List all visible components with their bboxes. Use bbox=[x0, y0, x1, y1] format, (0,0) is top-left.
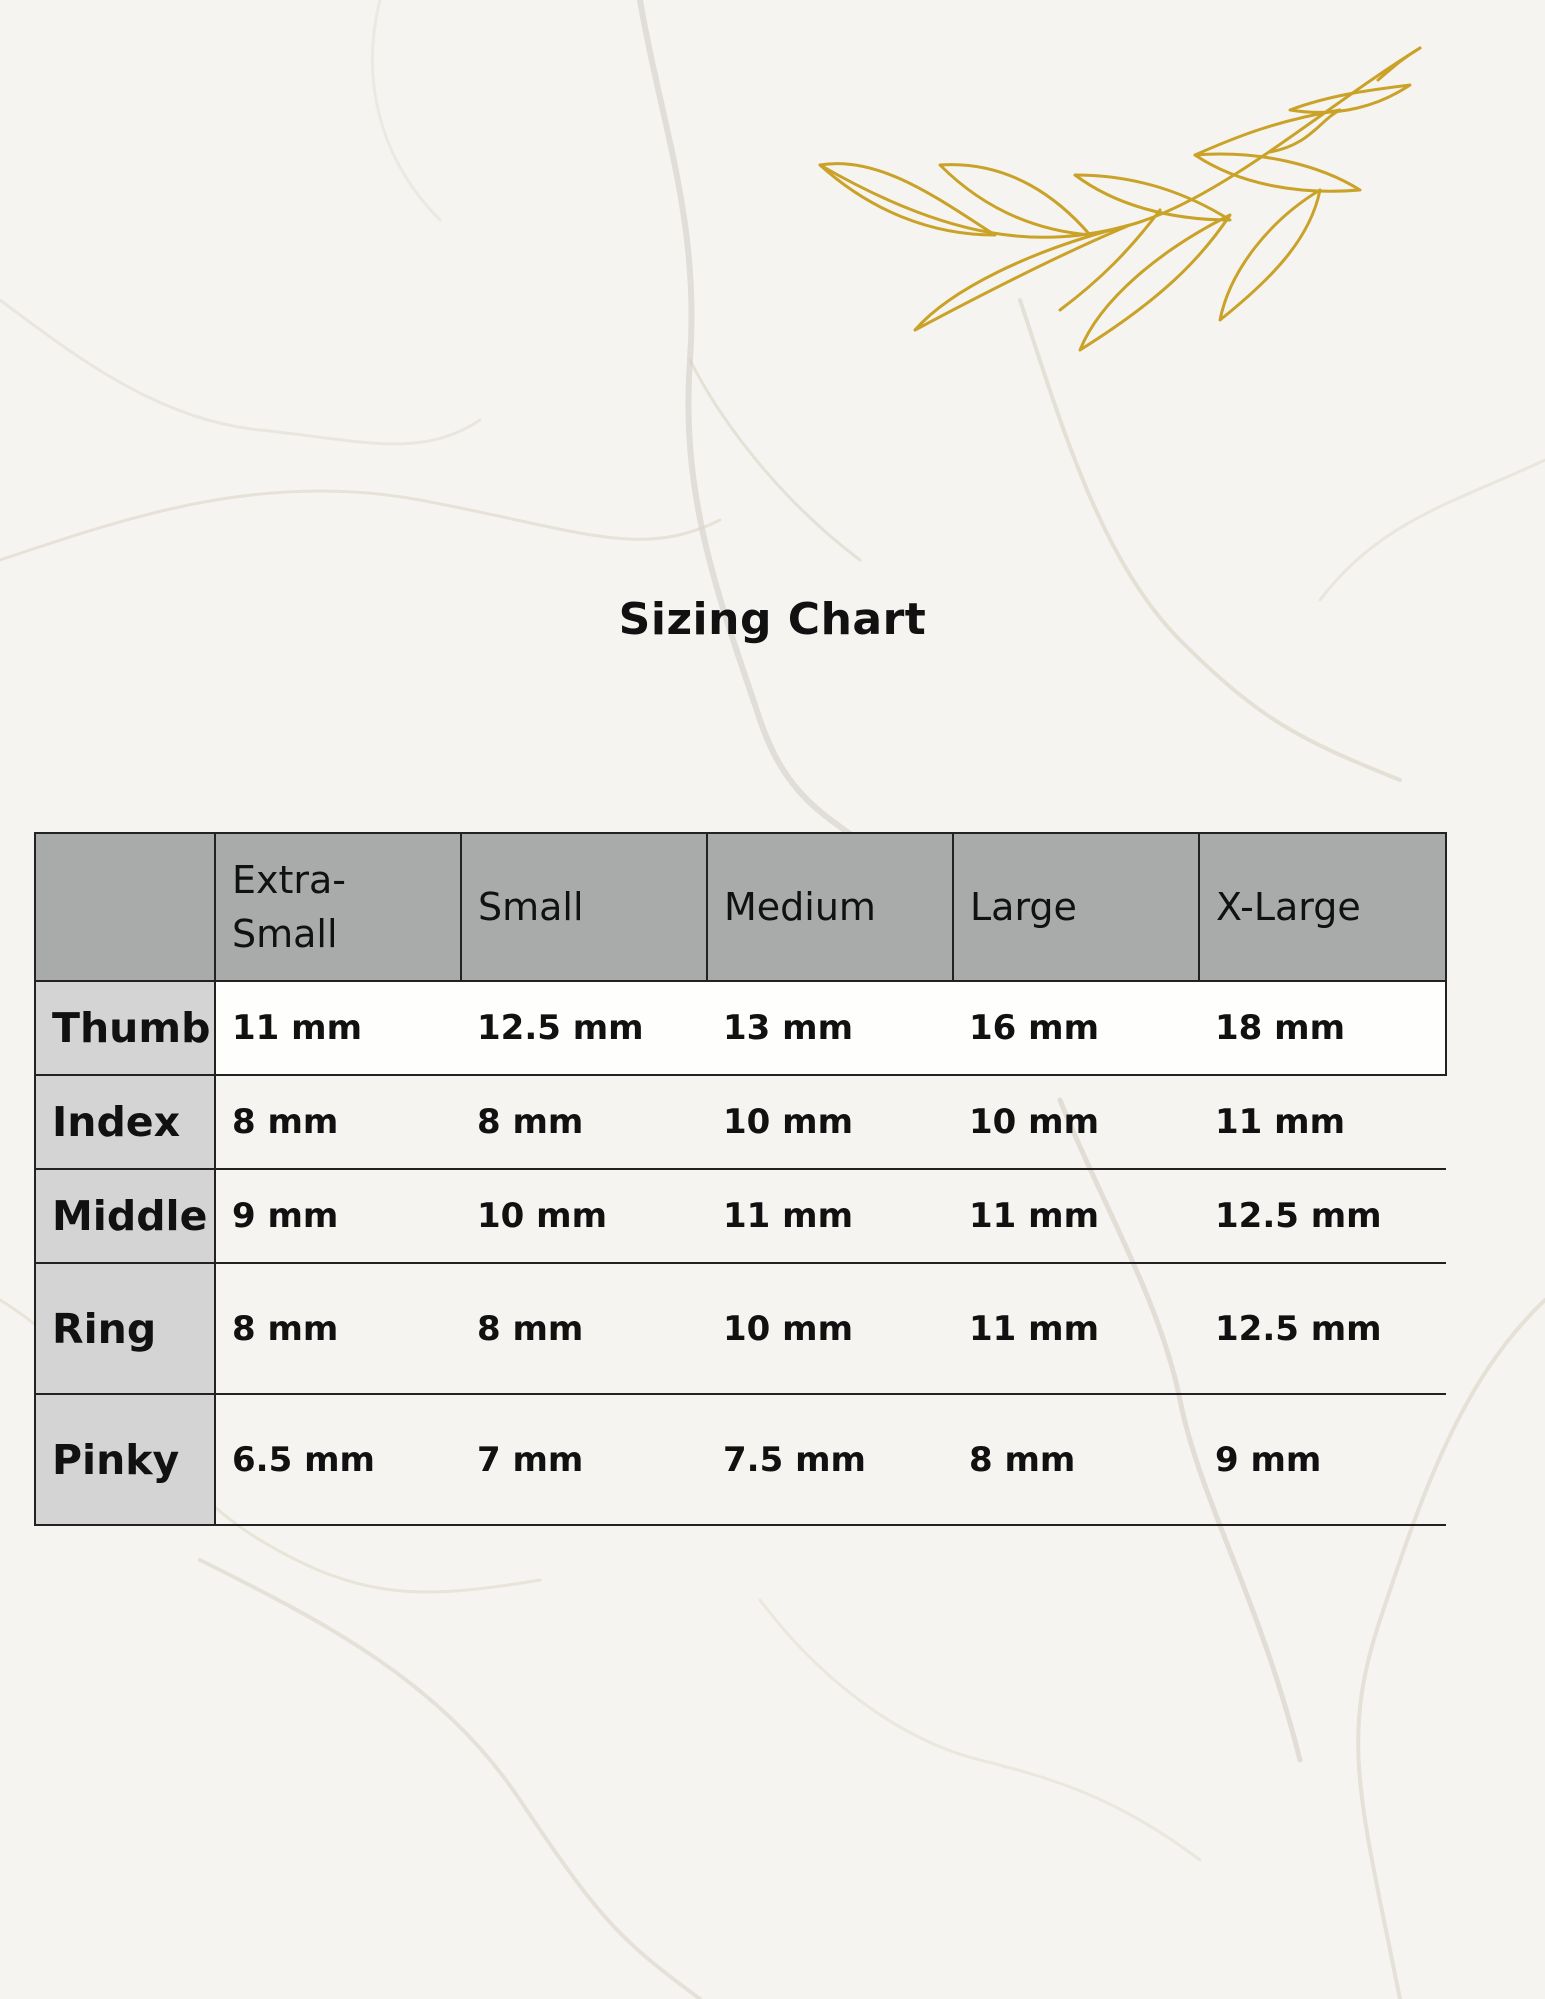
header-corner-cell bbox=[35, 833, 215, 981]
column-header-large: Large bbox=[953, 833, 1199, 981]
table-cell: 8 mm bbox=[215, 1263, 461, 1394]
table-row bbox=[35, 1394, 1446, 1525]
table-cell: 13 mm bbox=[707, 981, 953, 1075]
table-row bbox=[35, 1263, 1446, 1394]
table-cell: 11 mm bbox=[953, 1169, 1199, 1263]
table-cell: 16 mm bbox=[953, 981, 1199, 1075]
table-row bbox=[35, 981, 1446, 1075]
column-header-medium: Medium bbox=[707, 833, 953, 981]
column-header-small: Small bbox=[461, 833, 707, 981]
table-cell: 8 mm bbox=[461, 1075, 707, 1169]
table-cell: 7.5 mm bbox=[707, 1394, 953, 1525]
table-cell: 11 mm bbox=[1199, 1075, 1446, 1169]
page-title: Sizing Chart bbox=[618, 594, 927, 645]
row-label-thumb: Thumb bbox=[35, 981, 215, 1075]
table-cell: 10 mm bbox=[707, 1263, 953, 1394]
table-cell: 8 mm bbox=[953, 1394, 1199, 1525]
table-cell: 12.5 mm bbox=[1199, 1169, 1446, 1263]
row-label-pinky: Pinky bbox=[35, 1394, 215, 1525]
table-cell: 7 mm bbox=[461, 1394, 707, 1525]
table-cell: 8 mm bbox=[215, 1075, 461, 1169]
table-cell: 11 mm bbox=[953, 1263, 1199, 1394]
table-cell: 10 mm bbox=[461, 1169, 707, 1263]
table-cell: 6.5 mm bbox=[215, 1394, 461, 1525]
row-label-ring: Ring bbox=[35, 1263, 215, 1394]
table-cell: 9 mm bbox=[1199, 1394, 1446, 1525]
gold-leaf-branch-icon bbox=[800, 40, 1440, 370]
table-cell: 12.5 mm bbox=[1199, 1263, 1446, 1394]
table-cell: 9 mm bbox=[215, 1169, 461, 1263]
table-header-row bbox=[35, 833, 1446, 981]
table-cell: 11 mm bbox=[707, 1169, 953, 1263]
column-header-x-large: X-Large bbox=[1199, 833, 1446, 981]
table-cell: 10 mm bbox=[707, 1075, 953, 1169]
table-row bbox=[35, 1169, 1446, 1263]
table-cell: 10 mm bbox=[953, 1075, 1199, 1169]
table-row bbox=[35, 1075, 1446, 1169]
row-label-index: Index bbox=[35, 1075, 215, 1169]
table-cell: 12.5 mm bbox=[461, 981, 707, 1075]
table-cell: 8 mm bbox=[461, 1263, 707, 1394]
sizing-table bbox=[34, 832, 1447, 1526]
table-cell: 11 mm bbox=[215, 981, 461, 1075]
table-cell: 18 mm bbox=[1199, 981, 1446, 1075]
row-label-middle: Middle bbox=[35, 1169, 215, 1263]
column-header-extra-small: Extra-Small bbox=[215, 833, 461, 981]
